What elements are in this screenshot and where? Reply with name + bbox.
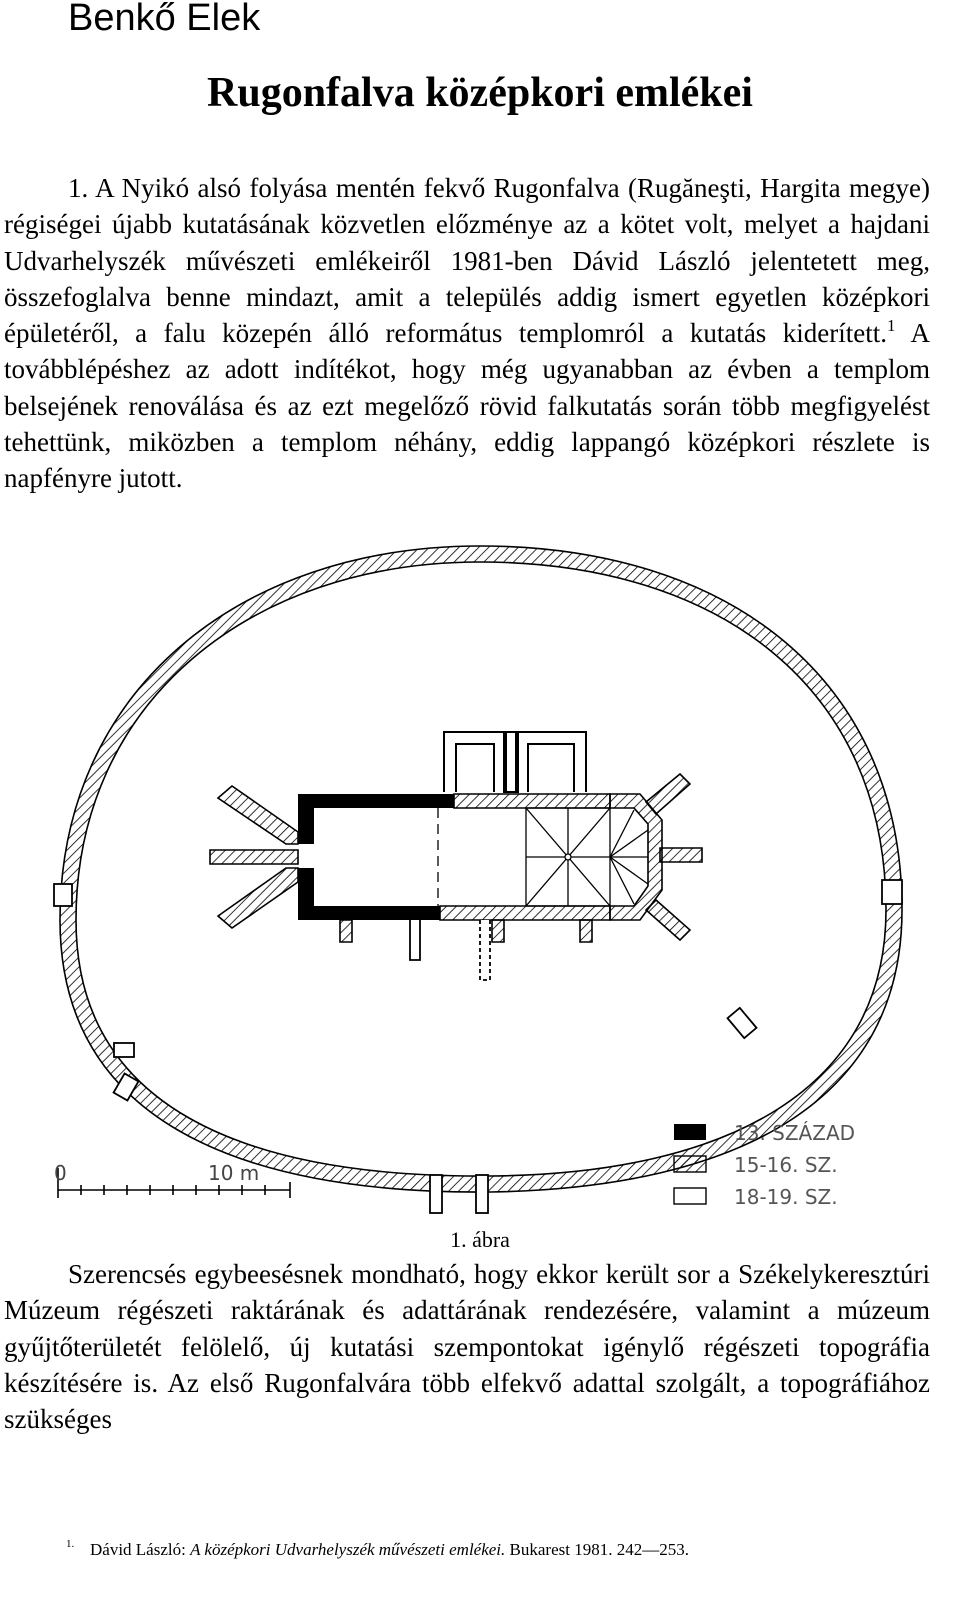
paragraph-1	[4, 170, 930, 497]
side-rooms	[444, 732, 586, 792]
figure-caption: 1. ábra	[450, 1227, 510, 1252]
legend-swatch-15-16th-century	[674, 1156, 706, 1172]
paragraph-1-continuation: A továbblépéshez az adott indítékot, hogy még ugyanabban az évben a templom belsejének renoválása és az ezt megelőző rövid falkutatás során több megfigyelést tehettünk, miközben a templom néhány, eddig lappangó középkori részlete is napfényre jutott.	[4, 318, 930, 494]
footnote-author: Dávid László:	[90, 1540, 191, 1559]
south-extensions	[410, 920, 490, 980]
nave-15-16th-century-walls	[210, 774, 702, 942]
legend-swatch-13th-century	[674, 1124, 706, 1140]
legend-label-15-16th-century: 15-16. SZ.	[734, 1153, 838, 1177]
footnote-mark: 1.	[66, 1538, 75, 1550]
footnote-text	[90, 1538, 689, 1562]
article-title: Rugonfalva középkori emlékei	[207, 70, 753, 116]
legend-swatch-18-19th-century	[674, 1188, 706, 1204]
legend-label-13th-century: 13. SZÁZAD	[734, 1121, 856, 1145]
paragraph-1-text: 1. A Nyikó alsó folyása mentén fekvő Rugonfalva (Rugăneşti, Hargita megye) régiségei újabb kutatásának közvetlen előzménye az a kötet volt, melyet a hajdani Udvarhelyszék művészeti emlékeiről 1981-ben Dávid László jelentetett meg, összefoglalva benne mindazt, amit a település addig ismert egyetlen középkori épületéről, a falu közepén álló református templomról a kutatás kiderített.	[4, 173, 930, 349]
legend	[674, 1121, 855, 1209]
paragraph-2: Szerencsés egybeesésnek mondható, hogy ekkor került sor a Székelykeresztúri Múzeum régészeti raktárának és adattárának rendezésére, valamint a múzeum gyűjtőterületét felölelő, új kutatási szempontokat igénylő régészeti topográfia készítésére is. Az első Rugonfalvára több elfekvő adattal szolgált, a topográfiához szükséges	[4, 1259, 930, 1435]
enclosure-wall	[60, 546, 902, 1192]
scale-zero-label: 0	[54, 1161, 67, 1185]
footnote-publication: Bukarest 1981. 242—253.	[505, 1540, 689, 1559]
choir-vaulting	[438, 808, 648, 906]
author-name: Benkő Elek	[68, 0, 261, 39]
legend-label-18-19th-century: 18-19. SZ.	[734, 1185, 838, 1209]
church-floor-plan-figure	[40, 540, 920, 1220]
footnote-reference[interactable]: 1	[887, 316, 896, 336]
floor-plan-drawing	[40, 540, 920, 1220]
scale-end-label: 10 m	[208, 1161, 260, 1185]
footnote-work-title: A középkori Udvarhelyszék művészeti emlékei.	[190, 1540, 506, 1559]
nave-13th-century-walls	[298, 794, 454, 920]
